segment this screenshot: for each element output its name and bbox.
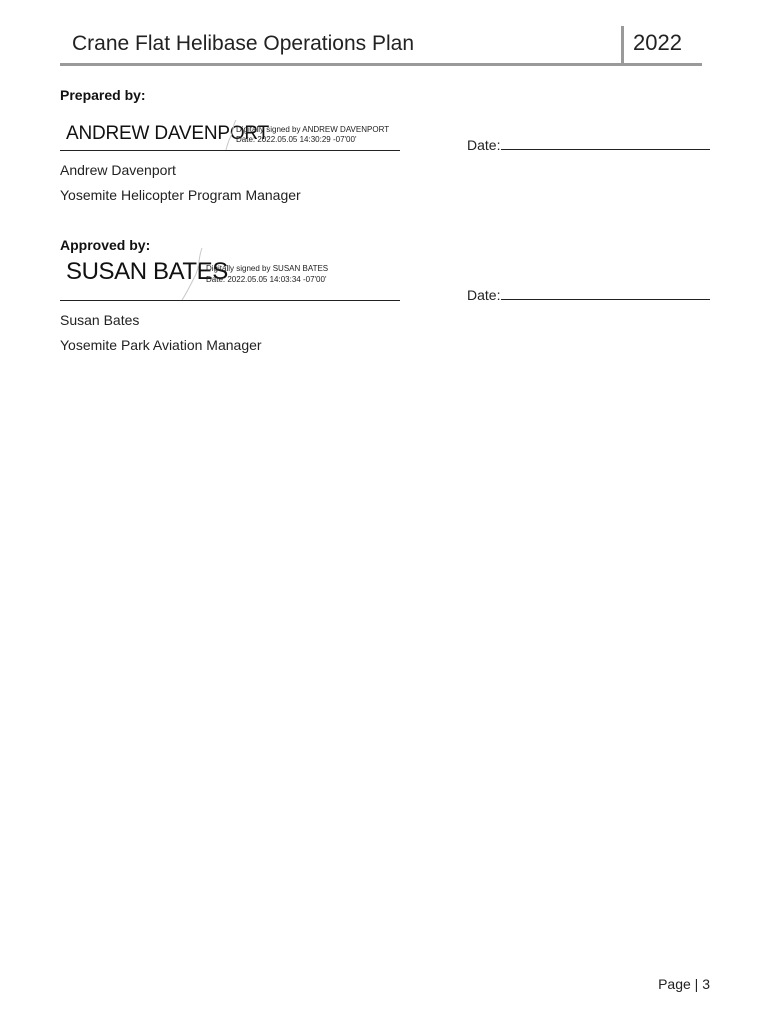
approved-date-field <box>467 287 710 303</box>
approved-date-label: Date: <box>467 287 501 303</box>
prepared-signature-meta-1: Digitally signed by ANDREW DAVENPORT <box>236 125 390 134</box>
document-title: Crane Flat Helibase Operations Plan <box>72 32 415 55</box>
approved-title: Yosemite Park Aviation Manager <box>60 337 262 353</box>
signature-flourish-icon <box>180 246 206 302</box>
approved-signature-line <box>60 300 400 301</box>
header-rule <box>60 63 702 66</box>
approved-signature-meta-2: Date: 2022.05.05 14:03:34 -07'00' <box>206 275 327 284</box>
page-number: Page | 3 <box>658 976 710 992</box>
prepared-date-label: Date: <box>467 137 501 153</box>
prepared-title: Yosemite Helicopter Program Manager <box>60 187 301 203</box>
prepared-date-field <box>467 137 710 153</box>
header-divider <box>621 26 624 66</box>
approved-signature-meta-1: Digitally signed by SUSAN BATES <box>206 264 329 273</box>
prepared-signature-line <box>60 150 400 151</box>
approved-signature-name: SUSAN BATES <box>66 258 228 285</box>
approved-date-line <box>501 288 710 300</box>
prepared-signature-meta-2: Date: 2022.05.05 14:30:29 -07'00' <box>236 135 357 144</box>
approved-by-label: Approved by: <box>60 237 151 253</box>
prepared-name: Andrew Davenport <box>60 162 176 178</box>
document-header <box>60 26 702 66</box>
prepared-signature-name: ANDREW DAVENPORT <box>66 123 270 144</box>
prepared-by-label: Prepared by: <box>60 87 146 103</box>
document-year: 2022 <box>633 30 682 55</box>
prepared-date-line <box>501 138 710 150</box>
approved-name: Susan Bates <box>60 312 140 328</box>
